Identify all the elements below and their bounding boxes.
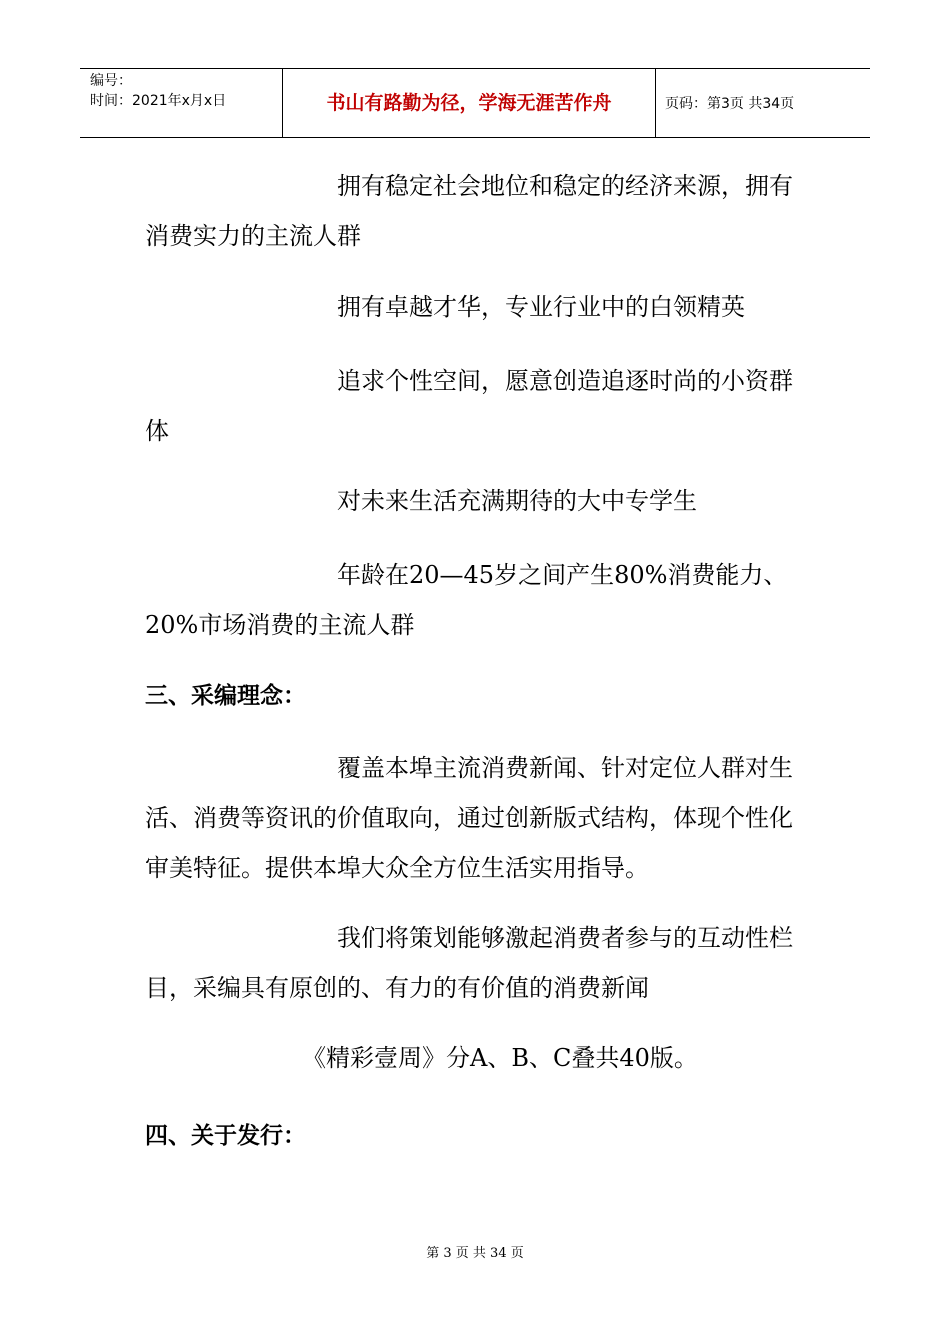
paragraph-age-group: 年龄在20—45岁之间产生80%消费能力、20%市场消费的主流人群	[145, 561, 788, 639]
header-page-info: 页码：第3页 共34页	[665, 96, 795, 112]
paragraph-students: 对未来生活充满期待的大中专学生	[337, 487, 697, 515]
paragraph-petty-bourgeois: 追求个性空间，愿意创造追逐时尚的小资群体	[145, 367, 793, 445]
document-time-label: 时间：2021年x月x日	[90, 93, 227, 109]
paragraph-interactive-columns: 我们将策划能够激起消费者参与的互动性栏目，采编具有原创的、有力的有价值的消费新闻	[145, 924, 793, 1002]
paragraph-white-collar: 拥有卓越才华，专业行业中的白领精英	[337, 293, 745, 321]
page-header	[80, 68, 870, 138]
paragraph-edition-info: 《精彩壹周》分A、B、C叠共40版。	[302, 1044, 698, 1072]
header-motto-cell	[282, 69, 656, 137]
document-number-label: 编号：	[90, 73, 132, 89]
paragraph-stable-income: 拥有稳定社会地位和稳定的经济来源，拥有消费实力的主流人群	[145, 172, 793, 250]
section-heading-editorial: 三、采编理念：	[145, 683, 306, 709]
section-heading-distribution: 四、关于发行：	[145, 1123, 306, 1149]
header-motto: 书山有路勤为径，学海无涯苦作舟	[326, 92, 612, 114]
page-footer: 第 3 页 共 34 页	[426, 1246, 524, 1261]
paragraph-editorial-concept: 覆盖本埠主流消费新闻、针对定位人群对生活、消费等资讯的价值取向，通过创新版式结构，体现个性化审美特征。提供本埠大众全方位生活实用指导。	[145, 754, 793, 882]
header-page-cell	[655, 69, 870, 137]
header-meta-cell	[80, 69, 282, 137]
